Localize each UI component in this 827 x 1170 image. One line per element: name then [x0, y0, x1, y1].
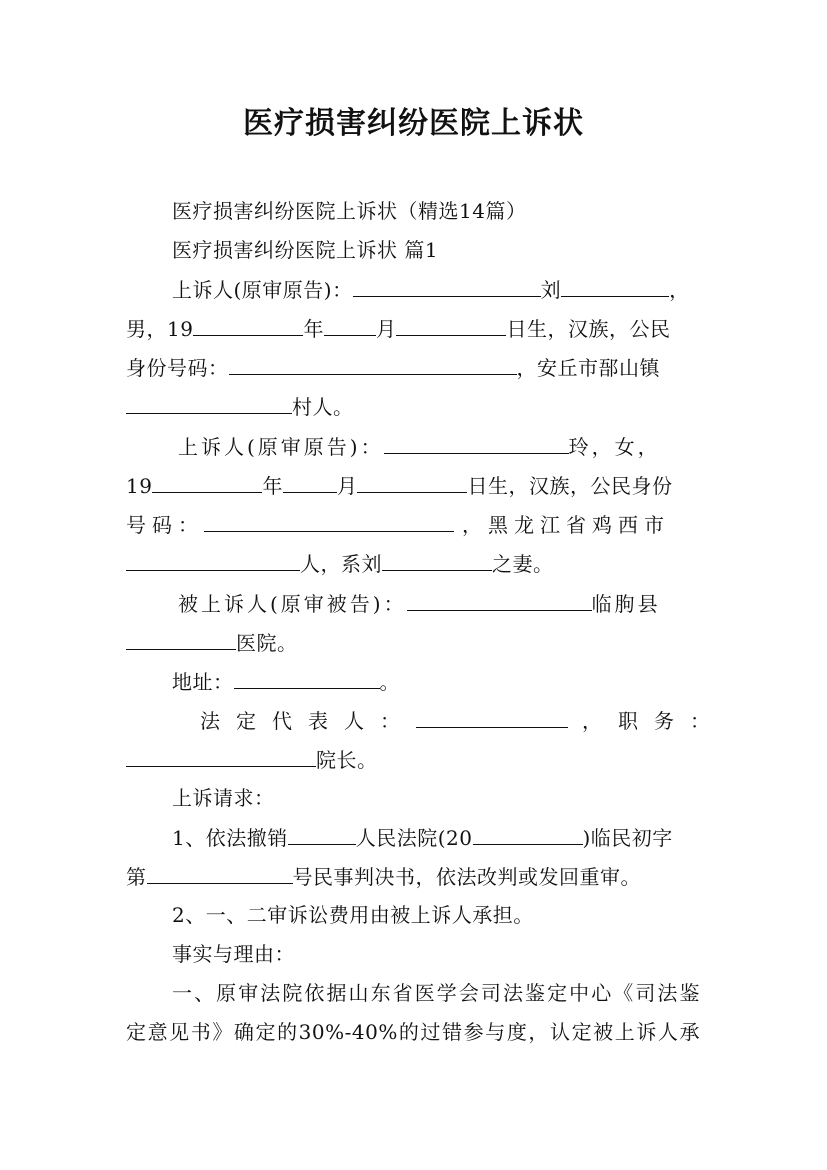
- punctuation: 。: [379, 670, 400, 694]
- id-label: 号码：: [126, 513, 204, 537]
- request-1-cont-line: [126, 861, 641, 892]
- appellant-2-line: [178, 431, 661, 462]
- appeal-request-heading: 上诉请求：: [172, 786, 275, 810]
- blank-field: [384, 431, 569, 454]
- village-text: 村人。: [292, 395, 354, 419]
- year-text: 年: [303, 317, 324, 341]
- blank-field: [126, 627, 236, 650]
- appellant-2-label: 上诉人(原审原告)：: [178, 435, 384, 459]
- appellee-label: 被上诉人(原审被告)：: [178, 592, 407, 616]
- appellant-1-village-line: [126, 391, 354, 422]
- year-text: 年: [262, 474, 283, 498]
- gender-year-text: 男，19: [126, 317, 194, 341]
- blank-field: [229, 352, 517, 375]
- address-text: ，黑龙江省鸡西市: [462, 513, 670, 537]
- facts-paragraph-line-1: 一、原审法院依据山东省医学会司法鉴定中心《司法鉴: [172, 981, 700, 1005]
- month-text: 月: [336, 474, 358, 498]
- request-1-text: 1、依法撤销: [172, 826, 288, 850]
- ordinal-text: 第: [126, 865, 147, 889]
- birth-ethnic-text: 日生，汉族，公民: [506, 317, 671, 341]
- appellant-1-id-line: [126, 352, 660, 383]
- blank-field: [382, 548, 492, 571]
- document-subtitle: 医疗损害纠纷医院上诉状（精选14篇）: [172, 199, 527, 223]
- punctuation: ，: [669, 278, 690, 302]
- legal-rep-position-line: [126, 744, 378, 775]
- appellant-2-birth-line: [126, 470, 672, 501]
- appellant-1-birth-line: [126, 313, 670, 344]
- wife-text: 之妻。: [492, 552, 554, 576]
- appellee-line: [178, 588, 661, 619]
- case-number-text: )临民初字: [582, 826, 673, 850]
- blank-field: [396, 313, 506, 336]
- blank-field: [357, 470, 467, 493]
- facts-heading: 事实与理由：: [172, 942, 295, 966]
- blank-field: [126, 391, 292, 414]
- birth-ethnic-text: 日生，汉族，公民身份: [467, 474, 673, 498]
- court-text: 人民法院(20: [355, 826, 473, 850]
- blank-field: [416, 705, 568, 728]
- blank-field: [473, 822, 583, 845]
- request-1-line: [172, 822, 673, 853]
- address-text: ，安丘市郚山镇: [516, 356, 660, 380]
- facts-paragraph-line-2: 定意见书》确定的30%-40%的过错参与度，认定被上诉人承: [126, 1020, 700, 1044]
- position-label: ，职务：: [582, 709, 726, 733]
- blank-field: [283, 470, 337, 493]
- blank-field: [353, 274, 541, 297]
- blank-field: [126, 548, 300, 571]
- blank-field: [204, 509, 454, 532]
- appellant-2-id-line: [126, 509, 670, 540]
- document-title: 医疗损害纠纷医院上诉状: [243, 106, 584, 141]
- blank-field: [407, 588, 592, 611]
- month-text: 月: [375, 317, 397, 341]
- blank-field: [152, 470, 262, 493]
- hospital-text: 医院。: [236, 631, 298, 655]
- blank-field: [288, 822, 356, 845]
- president-text: 院长。: [316, 748, 378, 772]
- blank-field: [561, 274, 669, 297]
- appellant-2-name-text: 玲，女，: [568, 435, 661, 459]
- relation-text: 人，系刘: [300, 552, 382, 576]
- section-heading: 医疗损害纠纷医院上诉状 篇1: [172, 238, 439, 262]
- address-label: 地址：: [172, 670, 234, 694]
- blank-field: [324, 313, 376, 336]
- judgment-text: 号民事判决书，依法改判或发回重审。: [292, 865, 641, 889]
- year-prefix-text: 19: [126, 474, 153, 498]
- blank-field: [147, 861, 293, 884]
- blank-field: [126, 744, 316, 767]
- appellee-hospital-line: [126, 627, 298, 658]
- request-2-line: 2、一、二审诉讼费用由被上诉人承担。: [172, 903, 534, 927]
- blank-field: [234, 666, 380, 689]
- address-line: [172, 666, 400, 697]
- legal-rep-line: [200, 705, 726, 736]
- appellant-2-relation-line: [126, 548, 554, 579]
- appellant-1-label: 上诉人(原审原告)：: [172, 278, 353, 302]
- surname-text: 刘: [540, 278, 562, 302]
- legal-rep-label: 法定代表人：: [200, 709, 416, 733]
- blank-field: [193, 313, 303, 336]
- county-text: 临朐县: [591, 592, 661, 616]
- appellant-1-line: [172, 274, 690, 305]
- id-label: 身份号码：: [126, 356, 229, 380]
